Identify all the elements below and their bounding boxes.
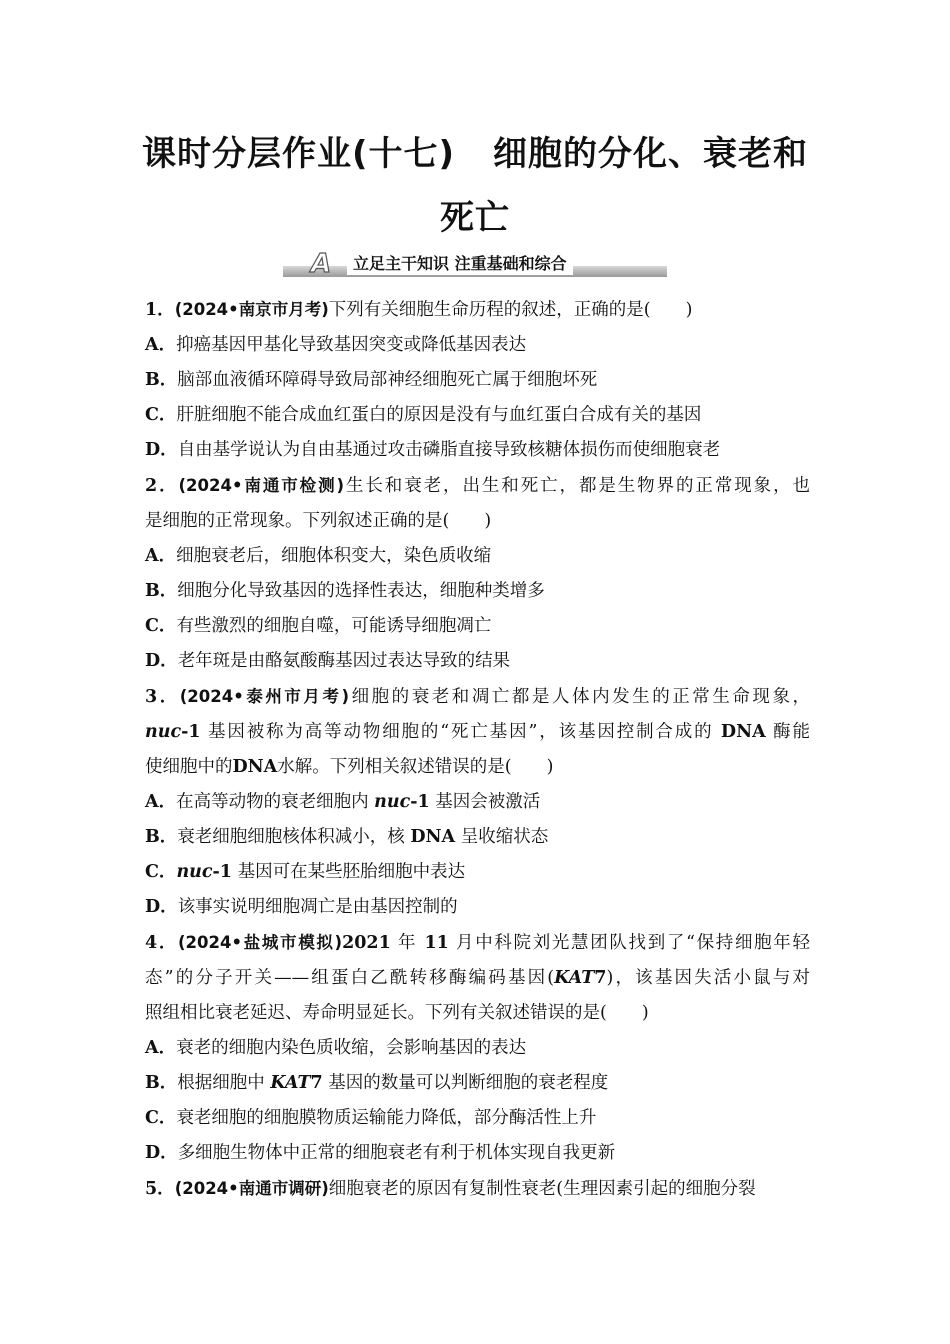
gene-name: nuc [176,862,213,882]
option-4d [145,1136,810,1171]
option-3c [145,855,810,890]
option-letter: D． [145,1143,178,1163]
option-1c [145,398,810,433]
gene-suffix: -1 [212,862,232,882]
stem-text: 使细胞中的 [145,757,233,777]
gene-name: nuc [145,722,182,742]
option-text: 基因可在某些胚胎细胞中表达 [237,862,466,882]
stem-text: 生长和衰老，出生和死亡，都是生物界的正常现象，也 [344,476,810,496]
question-4-stem-cont [145,961,810,996]
option-text: 老年斑是由酪氨酸酶基因过表达导致的结果 [177,651,511,671]
gene-name: KAT [270,1073,311,1093]
year-number: 2021 [342,933,391,953]
option-letter: A． [145,335,177,355]
option-letter: B． [145,581,178,601]
gene-suffix: -1 [410,792,430,812]
option-1d [145,433,810,468]
question-4-stem [145,925,810,961]
option-text: 在高等动物的衰老细胞内 [176,792,369,812]
section-letter-icon: A [310,249,332,279]
option-letter: C． [145,616,177,636]
question-number: 5． [145,1179,175,1199]
stem-text: 态”的分子开关——组蛋白乙酰转移酶编码基因( [145,968,555,988]
question-4-stem-cont-2: 照组相比衰老延迟、寿命明显延长。下列有关叙述错误的是( ) [145,1003,649,1023]
option-text: 抑癌基因甲基化导致基因突变或降低基因表达 [176,335,527,355]
option-4b [145,1066,810,1101]
option-text: 有些激烈的细胞自噬，可能诱导细胞凋亡 [176,616,492,636]
question-source: (2024•南通市调研) [174,1179,329,1198]
question-3-stem [145,679,810,715]
month-number: 11 [424,933,449,953]
option-text: 呈收缩状态 [460,827,549,847]
option-text: 衰老细胞的细胞膜物质运输能力降低，部分酶活性上升 [176,1108,597,1128]
option-text: 衰老的细胞内染色质收缩，会影响基因的表达 [176,1038,527,1058]
stem-text: 月中科院刘光慧团队找到了“保持细胞年轻 [456,933,810,953]
stem-text: 年 [398,933,418,953]
stem-text: 酶能 [773,722,810,742]
option-3d [145,890,810,925]
option-1b [145,363,810,398]
option-3b [145,820,810,855]
option-text: 基因的数量可以判断细胞的衰老程度 [328,1073,609,1093]
banner-text: 立足主干知识 注重基础和综合 [347,253,573,275]
option-letter: A． [145,1038,177,1058]
title-part-2: 细胞的分化、衰老和 [493,134,809,174]
option-2c [145,609,810,644]
gene-number: 7 [594,968,607,988]
stem-text: 细胞衰老的原因有复制性衰老(生理因素引起的细胞分裂 [328,1179,756,1199]
option-text: 自由基学说认为自由基通过攻击磷脂直接导致核糖体损伤而使细胞衰老 [177,440,721,460]
page-title-line-2: 死亡 [440,198,510,238]
option-letter: D． [145,897,178,917]
option-text: 细胞衰老后，细胞体积变大，染色质收缩 [176,546,492,566]
option-letter: B． [145,370,178,390]
stem-text: 水解。下列相关叙述错误的是( ) [277,757,554,777]
option-4c [145,1101,810,1136]
title-part-1: 课时分层作业(十七) [141,134,456,174]
gene-name: nuc [374,792,411,812]
option-letter: B． [145,827,178,847]
option-letter: B． [145,1073,178,1093]
question-number: 2． [145,476,179,496]
stem-text: 细胞的衰老和凋亡都是人体内发生的正常生命现象， [349,687,810,707]
option-letter: C． [145,405,177,425]
question-number: 4． [145,933,179,953]
gene-suffix: -1 [181,722,201,742]
option-letter: C． [145,1108,177,1128]
option-3a [145,785,810,820]
question-source: (2024•南通市检测) [178,476,345,495]
option-letter: A． [145,792,177,812]
gene-name: KAT [554,968,595,988]
option-2d [145,644,810,679]
option-1a [145,328,810,363]
option-text: 脑部血液循环障碍导致局部神经细胞死亡属于细胞坏死 [177,370,598,390]
option-4a [145,1031,810,1066]
option-letter: D． [145,440,178,460]
question-source: (2024•南京市月考) [174,300,329,319]
question-source: (2024•泰州市月考) [179,687,350,706]
question-1-stem [145,292,810,328]
page-title-line-1 [0,126,950,175]
question-list [145,292,810,1207]
option-text: 细胞分化导致基因的选择性表达，细胞种类增多 [177,581,545,601]
question-2-stem [145,468,810,504]
option-text: 肝脏细胞不能合成血红蛋白的原因是没有与血红蛋白合成有关的基因 [176,405,702,425]
stem-text: 下列有关细胞生命历程的叙述，正确的是( ) [328,300,693,320]
question-2-stem-cont: 是细胞的正常现象。下列叙述正确的是( ) [145,511,492,531]
option-text: 多细胞生物体中正常的细胞衰老有利于机体实现自我更新 [177,1143,616,1163]
option-letter: C． [145,862,177,882]
stem-text: )，该基因失活小鼠与对 [606,968,810,988]
gene-number: 7 [310,1073,323,1093]
option-text: 该事实说明细胞凋亡是由基因控制的 [177,897,458,917]
option-text: 基因会被激活 [435,792,541,812]
option-2b [145,574,810,609]
question-source: (2024•盐城市模拟) [178,933,343,952]
dna-term: DNA [232,757,278,777]
section-banner [283,251,667,279]
question-3-stem-cont [145,715,810,750]
option-letter: D． [145,651,178,671]
question-number: 3． [145,687,180,707]
stem-text: 基因被称为高等动物细胞的“死亡基因”，该基因控制合成的 [207,722,714,742]
question-3-stem-cont-2 [145,750,810,785]
question-5-stem [145,1171,810,1207]
option-2a [145,539,810,574]
option-text: 衰老细胞细胞核体积减小，核 [177,827,405,847]
dna-term: DNA [410,827,456,847]
question-number: 1． [145,300,175,320]
option-text: 根据细胞中 [177,1073,265,1093]
option-letter: A． [145,546,177,566]
dna-term: DNA [720,722,766,742]
